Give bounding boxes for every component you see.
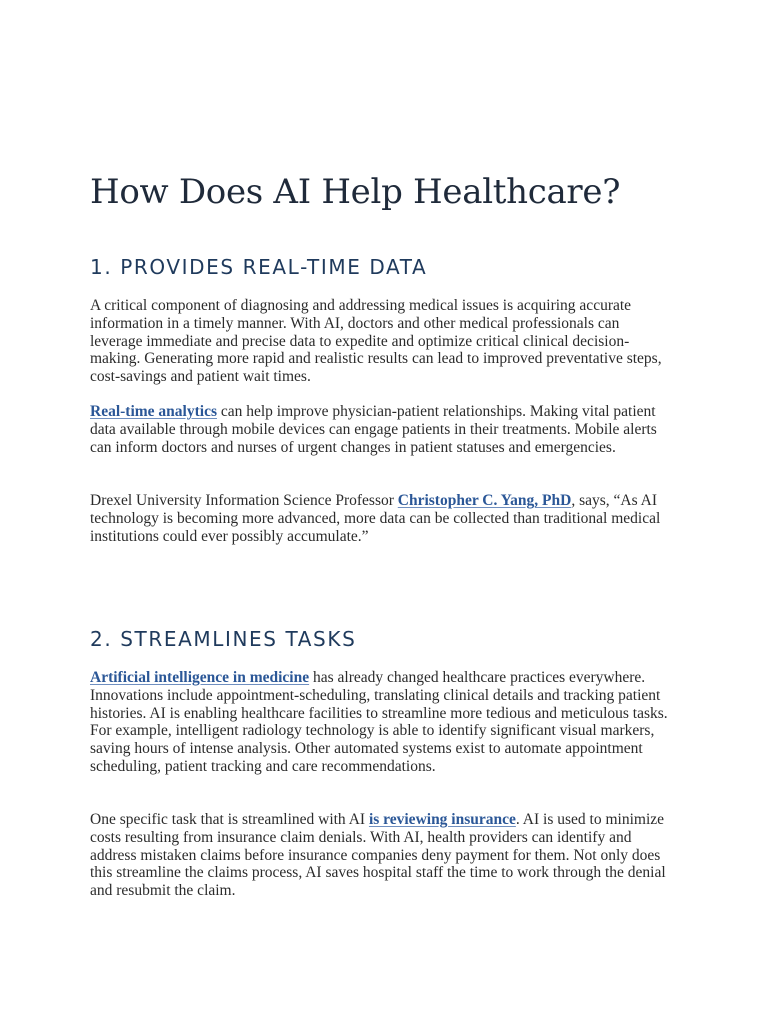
page-title: How Does AI Help Healthcare? — [90, 172, 621, 212]
section-heading-streamlines-tasks: 2. STREAMLINES TASKS — [90, 627, 357, 651]
section1-paragraph-3-text-before: Drexel University Information Science Professor — [90, 492, 398, 509]
section2-paragraph-2-text-after: . AI is used to minimize costs resulting from insurance claim denials. With AI, health providers can identify and address mistaken claims before insurance companies deny payment for them. Not only does this streamline the claims process, AI saves hospital staff the time to work through the denial and resubmit the claim. — [90, 811, 666, 900]
section2-paragraph-1-text: has already changed healthcare practices everywhere. Innovations include appointment-scheduling, translating clinical details and tracking patient histories. AI is enabling healthcare facilities to streamline more tedious and meticulous tasks. For example, intelligent radiology technology is able to identify significant visual markers, saving hours of intense analysis. Other automated systems exist to automate appointment scheduling, patient tracking and care recommendations. — [90, 669, 668, 775]
section-heading-real-time-data: 1. PROVIDES REAL-TIME DATA — [90, 255, 428, 279]
section1-paragraph-2-text: can help improve physician-patient relationships. Making vital patient data available through mobile devices can engage patients in their treatments. Mobile alerts can inform doctors and nurses of urgent changes in patient statuses and emergencies. — [90, 403, 657, 456]
section2-paragraph-2 — [90, 811, 668, 900]
ai-in-medicine-link[interactable]: Artificial intelligence in medicine — [90, 669, 310, 686]
section2-paragraph-2-text-before: One specific task that is streamlined with AI — [90, 811, 369, 828]
section1-paragraph-3-text-after: , says, “As AI technology is becoming more advanced, more data can be collected than traditional medical institutions could ever possibly accumulate.” — [90, 492, 661, 545]
christopher-yang-link[interactable]: Christopher C. Yang, PhD — [397, 492, 572, 509]
section1-paragraph-3 — [90, 492, 668, 545]
section2-paragraph-1 — [90, 669, 668, 776]
reviewing-insurance-link[interactable]: is reviewing insurance — [368, 811, 516, 828]
section1-paragraph-2 — [90, 403, 668, 456]
section1-paragraph-1: A critical component of diagnosing and addressing medical issues is acquiring accurate information in a timely manner. With AI, doctors and other medical professionals can leverage immediate and precise data to expedite and optimize critical clinical decision-making. Generating more rapid and realistic results can lead to improved preventative steps, cost-savings and patient wait times. — [90, 297, 662, 386]
real-time-analytics-link[interactable]: Real-time analytics — [90, 403, 217, 420]
